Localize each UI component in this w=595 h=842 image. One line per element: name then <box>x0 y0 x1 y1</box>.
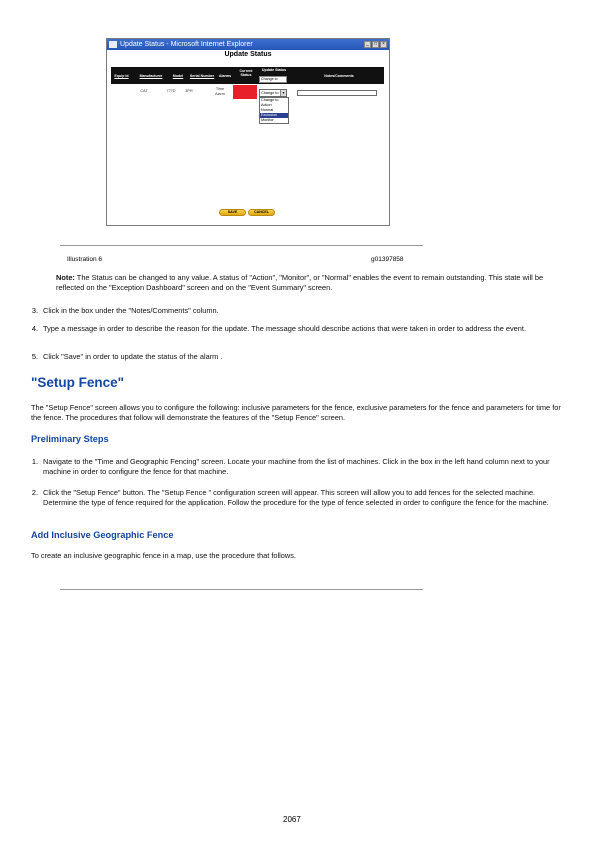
illustration-rule-bottom <box>60 589 423 590</box>
section-intro: The "Setup Fence" screen allows you to configure the following: inclusive parameters for the fence, exclusive parameters for the fence and parameters for time for the fence. The procedures that follow will demonstrate the features of the "Setup Fence" screen. <box>31 403 561 422</box>
option-action[interactable]: Action <box>261 103 272 107</box>
row-model: 777D <box>166 89 176 93</box>
step-text: Click in the box under the "Notes/Comments" column. <box>43 306 219 315</box>
option-exclusion[interactable]: Exclusion <box>260 113 288 118</box>
ie-window-screenshot <box>106 38 390 226</box>
note-label: Note: <box>56 273 75 282</box>
update-status-title: Update Status <box>224 51 272 58</box>
inclusive-heading: Add Inclusive Geographic Fence <box>31 530 174 540</box>
bulk-update-select[interactable]: Change to <box>259 76 287 83</box>
col-model[interactable]: Model <box>172 73 184 78</box>
row-manufacturer: CAT <box>140 89 148 93</box>
update-status-value: Change to <box>261 91 279 95</box>
illustration-label: Illustration 6 <box>67 256 103 263</box>
preliminary-heading: Preliminary Steps <box>31 434 109 444</box>
col-serial-number[interactable]: Serial Number <box>189 73 215 78</box>
update-status-options <box>259 97 289 124</box>
step-number: 5. <box>31 352 38 361</box>
step-number: 3. <box>31 306 38 315</box>
row-alarm-line1: Time <box>215 87 225 91</box>
minimize-icon[interactable]: _ <box>364 41 371 48</box>
section-heading: "Setup Fence" <box>31 375 125 390</box>
col-alarms: Alarms <box>218 73 232 78</box>
col-equip-id[interactable]: Equip Id <box>114 73 129 78</box>
chevron-down-icon[interactable]: ▾ <box>280 90 286 96</box>
close-icon[interactable]: × <box>380 41 387 48</box>
maximize-icon[interactable]: □ <box>373 41 378 47</box>
cancel-button[interactable]: CANCEL <box>248 209 275 216</box>
ie-window-title: Update Status - Microsoft Internet Explorer <box>120 41 253 48</box>
step-text: Click the "Setup Fence" button. The "Setup Fence " configuration screen will appear. This screen will allow you to add fences for the selected machine. Determine the type of fence required for the application. Follow the procedure for the type of fence selected in order to configure the fence for the machine. <box>43 488 549 507</box>
step-number: 2. <box>31 488 38 497</box>
step-text: Navigate to the "Time and Geographic Fencing" screen. Locate your machine from the list of machines. Click in the box in the left hand column next to your machine in order to configure the fence for that machine. <box>43 457 550 476</box>
notes-comments-input[interactable] <box>297 90 377 96</box>
ie-titlebar <box>107 39 389 50</box>
page-number: 2067 <box>283 815 301 824</box>
col-current-status: Current Status <box>239 69 253 77</box>
col-notes-comments: Notes/Comments <box>324 73 354 78</box>
illustration-rule-top <box>60 245 423 246</box>
col-manufacturer[interactable]: Manufacturer <box>139 73 163 78</box>
save-button[interactable]: SAVE <box>219 209 246 216</box>
note-paragraph <box>56 273 546 293</box>
note-text: The Status can be changed to any value. A status of "Action", "Monitor", or "Normal" enables the event to remain outstanding. This state will be reflected on the "Exception Dashboard" screen and on the "Event Summary" screen. <box>56 273 544 292</box>
inclusive-text: To create an inclusive geographic fence in a map, use the procedure that follows. <box>31 551 296 560</box>
option-normal[interactable]: Normal <box>261 108 274 112</box>
option-change-to[interactable]: Change to <box>261 98 279 102</box>
step-number: 1. <box>31 457 38 466</box>
step-text: Type a message in order to describe the reason for the update. The message should describe actions that were taken in order to address the event. <box>43 324 527 333</box>
row-alarm-line2: Alarm <box>215 92 225 96</box>
status-grid-header <box>111 67 384 84</box>
illustration-code: g01397858 <box>371 256 404 263</box>
update-status-select[interactable] <box>259 89 287 97</box>
step-text: Click "Save" in order to update the status of the alarm . <box>43 352 223 361</box>
current-status-indicator <box>233 85 257 99</box>
col-update-status: Update Status <box>261 68 287 72</box>
ie-logo-icon <box>109 41 117 48</box>
row-serial: 3PR <box>185 89 193 93</box>
step-number: 4. <box>31 324 38 333</box>
option-monitor[interactable]: Monitor <box>261 118 274 122</box>
